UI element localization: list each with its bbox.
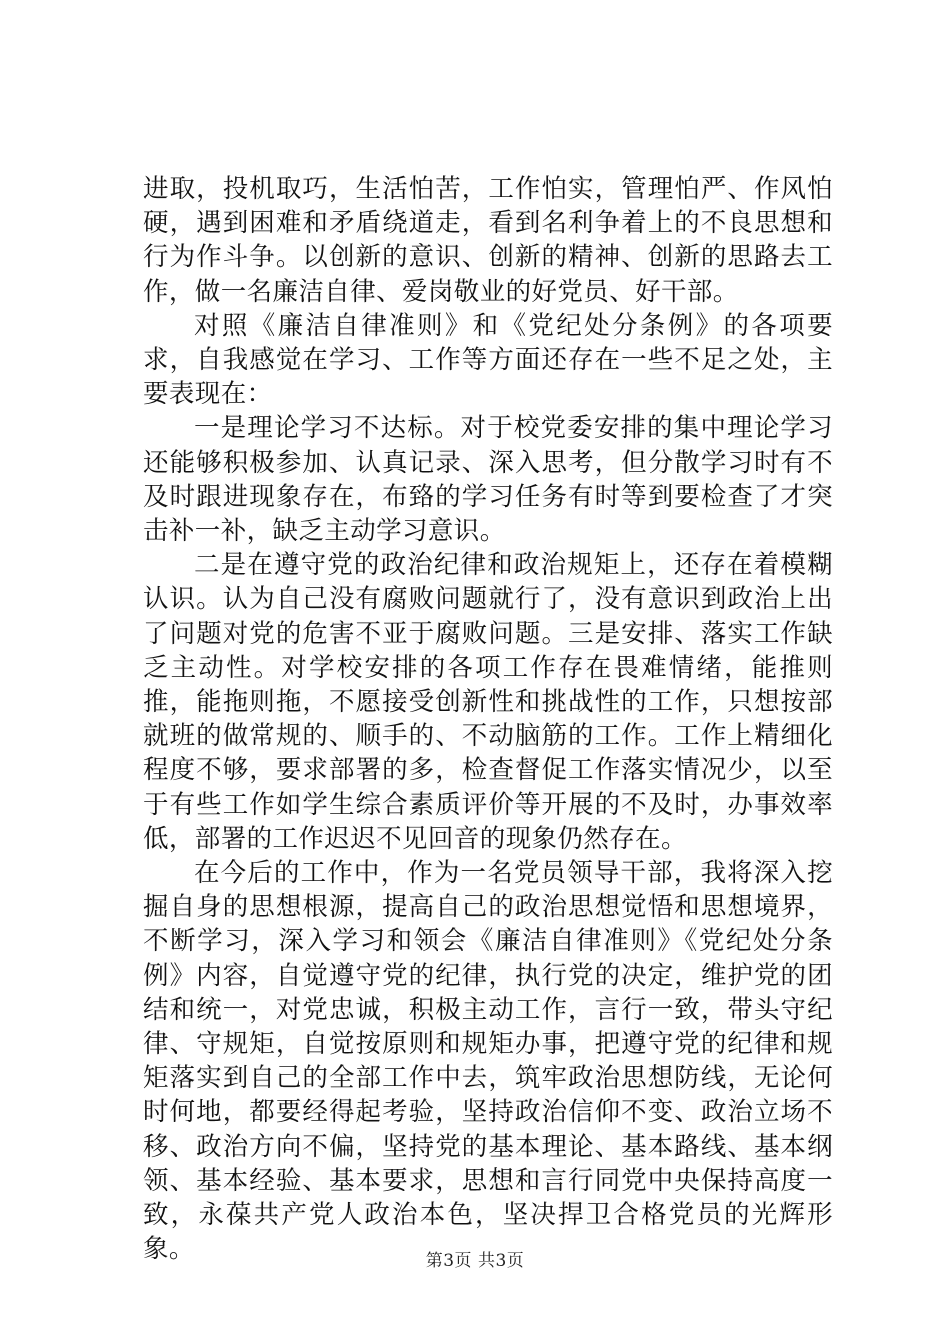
paragraph-political-discipline: 二是在遵守党的政治纪律和政治规矩上，还存在着模糊认识。认为自己没有腐败问题就行了，没有意识到政治上出了问题对党的危害不亚于腐败问题。三是安排、落实工作缺乏主动性。对学校安排的各项工作存在畏难情绪，能推则推，能拖则拖，不愿接受创新性和挑战性的工作，只想按部就班的做常规的、顺手的、不动脑筋的工作。工作上精细化程度不够，要求部署的多，检查督促工作落实情况少，以至于有些工作如学生综合素质评价等开展的不及时，办事效率低，部署的工作迟迟不见回音的现象仍然存在。 [143, 550, 833, 854]
document-body [143, 172, 833, 1267]
paragraph-future-work: 在今后的工作中，作为一名党员领导干部，我将深入挖掘自身的思想根源，提高自己的政治思想觉悟和思想境界，不断学习，深入学习和领会《廉洁自律准则》《党纪处分条例》内容，自觉遵守党的纪律，执行党的决定，维护党的团结和统一，对党忠诚，积极主动工作，言行一致，带头守纪律、守规矩，自觉按原则和规矩办事，把遵守党的纪律和规矩落实到自己的全部工作中去，筑牢政治思想防线，无论何时何地，都要经得起考验，坚持政治信仰不变、政治立场不移、政治方向不偏，坚持党的基本理论、基本路线、基本纲领、基本经验、基本要求，思想和言行同党中央保持高度一致，永葆共产党人政治本色，坚决捍卫合格党员的光辉形象。 [143, 858, 833, 1265]
page-number-footer: 第3页 共3页 [425, 1251, 525, 1271]
paragraph-theory-study: 一是理论学习不达标。对于校党委安排的集中理论学习还能够积极参加、认真记录、深入思考，但分散学习时有不及时跟进现象存在，布臵的学习任务有时等到要检查了才突击补一补，缺乏主动学习意识。 [143, 413, 833, 547]
paragraph-continuation: 进取，投机取巧，生活怕苦，工作怕实，管理怕严、作风怕硬，遇到困难和矛盾绕道走，看到名利争着上的不良思想和行为作斗争。以创新的意识、创新的精神、创新的思路去工作，做一名廉洁自律、爱岗敬业的好党员、好干部。 [143, 174, 833, 307]
paragraph-requirements-intro: 对照《廉洁自律准则》和《党纪处分条例》的各项要求，自我感觉在学习、工作等方面还存在一些不足之处，主要表现在： [143, 310, 833, 410]
